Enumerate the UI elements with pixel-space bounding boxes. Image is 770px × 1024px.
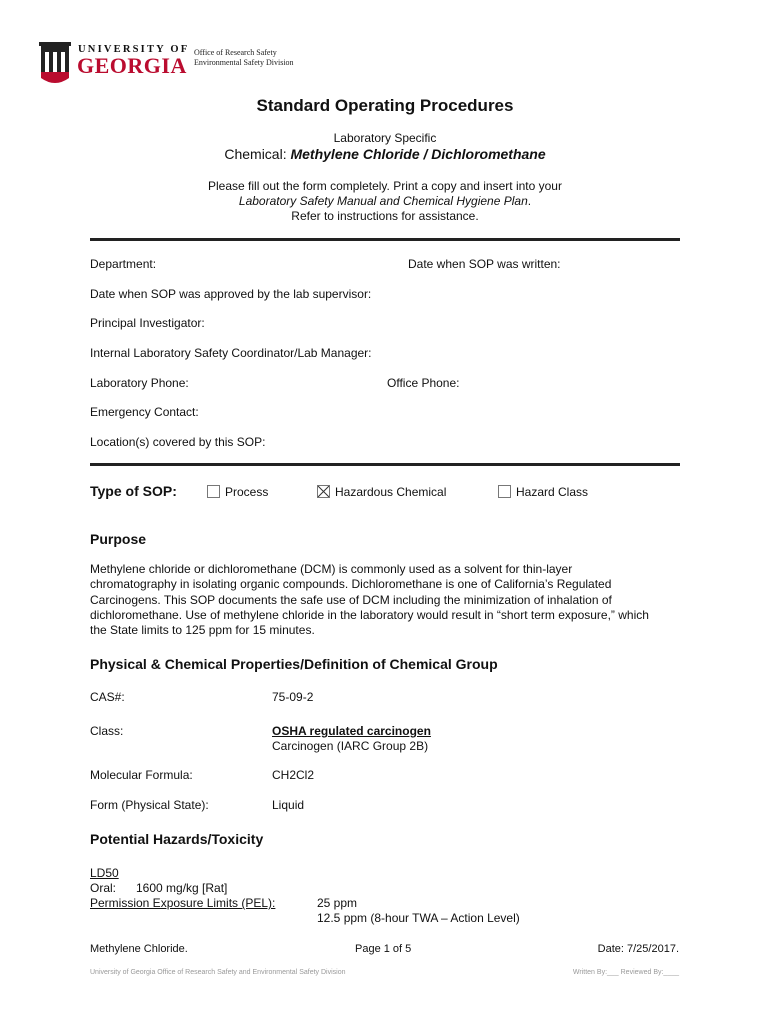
checkbox-process[interactable] [207, 485, 220, 498]
instructions-line-2-end: . [527, 194, 532, 208]
university-name: GEORGIA [77, 53, 187, 78]
field-office-phone: Office Phone: [387, 376, 460, 390]
office-name [194, 48, 294, 68]
purpose-line: Carcinogens. This SOP documents the safe use of DCM including the minimization of inhalation of [90, 592, 612, 607]
field-emergency-contact: Emergency Contact: [90, 405, 199, 419]
footer-organization: University of Georgia Office of Research Safety and Environmental Safety Division [90, 969, 346, 976]
chemical-name: Methylene Chloride / Dichloromethane [290, 146, 546, 162]
footer-signoff: Written By:___ Reviewed By:____ [572, 969, 679, 976]
instructions-line-3: Refer to instructions for assistance. [291, 209, 479, 223]
formula-value: CH2Cl2 [272, 768, 315, 782]
field-locations: Location(s) covered by this SOP: [90, 435, 266, 449]
purpose-line: the State limits to 125 ppm for 15 minutes. [90, 623, 315, 638]
cas-value: 75-09-2 [272, 690, 314, 704]
form-label: Form (Physical State): [90, 798, 209, 812]
footer-page-number: Page 1 of 5 [355, 943, 412, 955]
purpose-heading: Purpose [90, 531, 147, 547]
office-line-2: Environmental Safety Division [194, 58, 294, 67]
purpose-text [90, 562, 690, 638]
pel-value-2: 12.5 ppm (8-hour TWA – Action Level) [317, 911, 520, 925]
oral-label: Oral: [90, 881, 117, 895]
instructions-line-1: Please fill out the form completely. Print a copy and insert into your [208, 179, 562, 193]
divider-middle [90, 463, 680, 466]
footer-date: Date: 7/25/2017. [597, 943, 679, 955]
cas-label: CAS#: [90, 690, 125, 704]
field-department: Department: [90, 257, 157, 271]
university-logo [38, 40, 303, 90]
field-lab-phone: Laboratory Phone: [90, 376, 189, 390]
field-date-written: Date when SOP was written: [408, 257, 561, 271]
chemical-label: Chemical: [224, 146, 287, 162]
university-top-text: UNIVERSITY OF [78, 44, 190, 55]
checkbox-process-label: Process [225, 485, 269, 499]
instructions-manual-name: Laboratory Safety Manual and Chemical Hygiene Plan [238, 194, 528, 208]
class-value-osha: OSHA regulated carcinogen [272, 724, 431, 738]
instructions [0, 179, 770, 224]
footer-left: Methylene Chloride. [90, 943, 188, 955]
arch-icon [38, 40, 72, 86]
check-x-icon [318, 486, 329, 497]
purpose-line: chromatography in isolating organic compounds. Dichloromethane is one of California’s Regulated [90, 577, 612, 592]
field-date-approved: Date when SOP was approved by the lab supervisor: [90, 287, 372, 301]
formula-label: Molecular Formula: [90, 768, 193, 782]
sop-type-label: Type of SOP: [90, 483, 177, 499]
chemical-line [0, 146, 770, 162]
class-value-iarc: Carcinogen (IARC Group 2B) [272, 739, 429, 753]
form-value: Liquid [272, 798, 305, 812]
properties-heading: Physical & Chemical Properties/Definition of Chemical Group [90, 656, 498, 672]
ld50-label: LD50 [90, 866, 119, 880]
pel-label: Permission Exposure Limits (PEL): [90, 896, 276, 910]
purpose-line: dichloromethane. Use of methylene chloride in the laboratory would result in “short term exposure,” which [90, 607, 649, 622]
field-safety-coordinator: Internal Laboratory Safety Coordinator/Lab Manager: [90, 346, 372, 360]
class-label: Class: [90, 724, 124, 738]
checkbox-hazardous-chemical[interactable] [317, 485, 330, 498]
instructions-line-2 [0, 194, 770, 209]
office-line-1: Office of Research Safety [194, 48, 277, 57]
document-subtitle: Laboratory Specific [333, 131, 437, 145]
checkbox-hazardous-chemical-label: Hazardous Chemical [335, 485, 447, 499]
checkbox-hazard-class-label: Hazard Class [516, 485, 589, 499]
hazards-heading: Potential Hazards/Toxicity [90, 831, 264, 847]
document-title: Standard Operating Procedures [256, 96, 514, 115]
divider-top [90, 238, 680, 241]
pel-value-1: 25 ppm [317, 896, 358, 910]
oral-value: 1600 mg/kg [Rat] [136, 881, 228, 895]
checkbox-hazard-class[interactable] [498, 485, 511, 498]
field-principal-investigator: Principal Investigator: [90, 316, 205, 330]
purpose-line: Methylene chloride or dichloromethane (DCM) is commonly used as a solvent for thin-layer [90, 562, 573, 576]
